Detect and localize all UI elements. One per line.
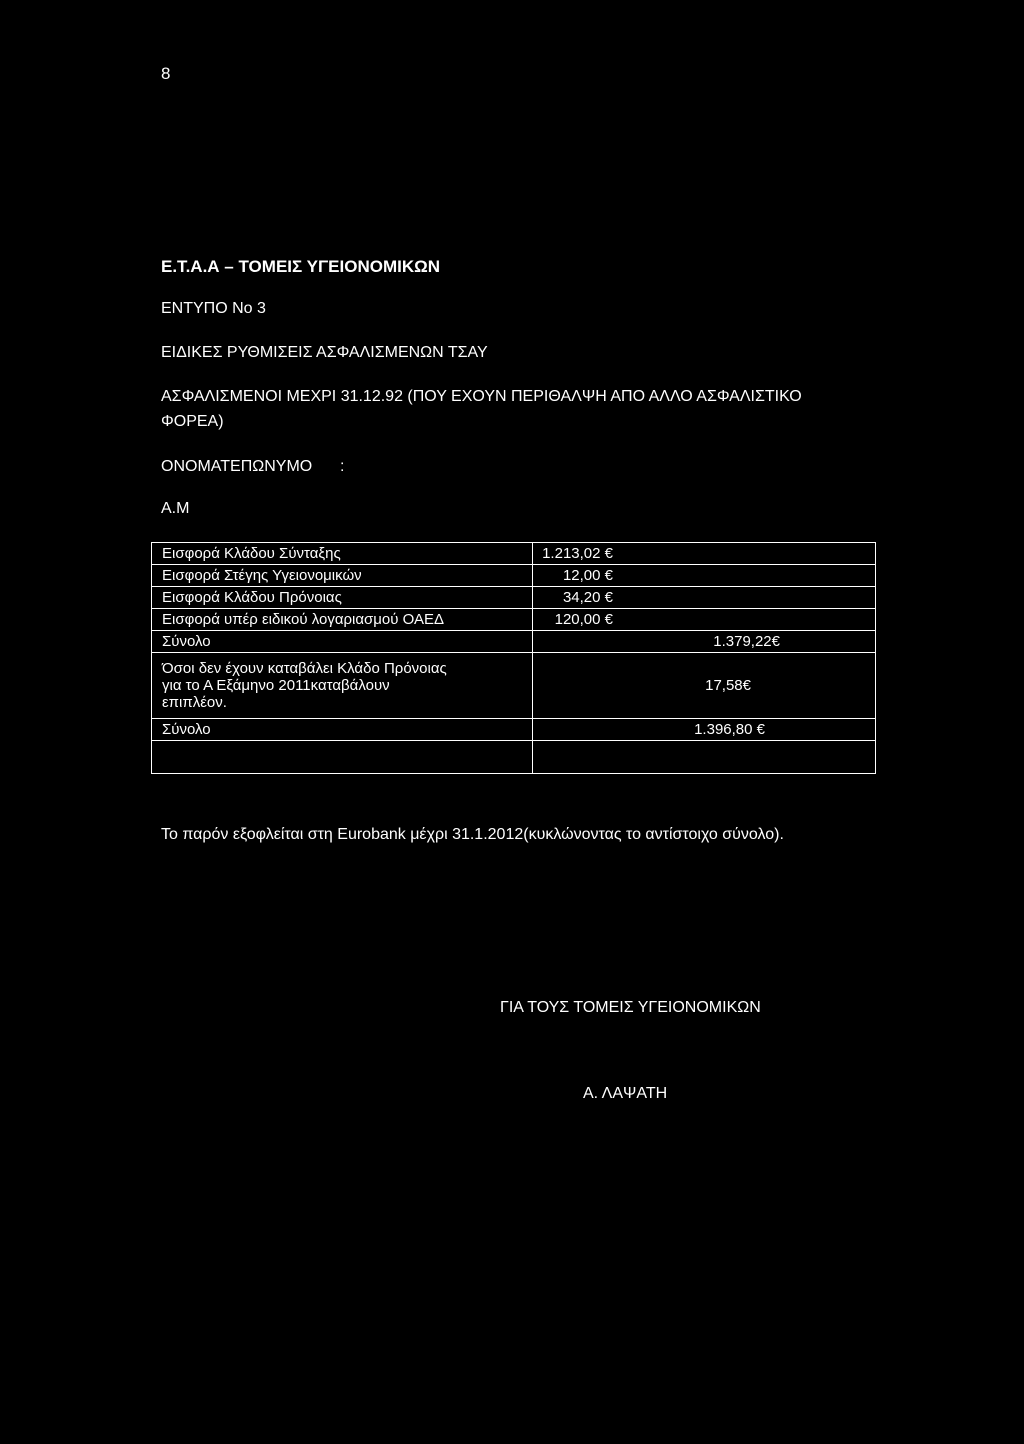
row-total: 1.396,80 €	[533, 719, 876, 741]
row-label-line: επιπλέον.	[162, 694, 227, 711]
row-amount: 34,20 €	[533, 587, 876, 609]
empty-cell	[533, 741, 876, 774]
table-row	[152, 587, 876, 609]
table-row	[152, 631, 876, 653]
row-label: Εισφορά Κλάδου Πρόνοιας	[152, 587, 533, 609]
document-title: Ε.Τ.Α.Α – ΤΟΜΕΙΣ ΥΓΕΙΟΝΟΜΙΚΩΝ	[161, 257, 441, 276]
signature-organization: ΓΙΑ ΤΟΥΣ ΤΟΜΕΙΣ ΥΓΕΙΟΝΟΜΙΚΩΝ	[500, 999, 761, 1016]
row-label: Σύνολο	[152, 719, 533, 741]
table-row	[152, 609, 876, 631]
special-arrangements-heading: ΕΙΔΙΚΕΣ ΡΥΘΜΙΣΕΙΣ ΑΣΦΑΛΙΣΜΕΝΩΝ ΤΣΑΥ	[161, 344, 488, 361]
form-number: ΕΝΤΥΠΟ Νο 3	[161, 300, 266, 317]
row-label: Σύνολο	[152, 631, 533, 653]
row-label-line: Όσοι δεν έχουν καταβάλει Κλάδο Πρόνοιας	[162, 660, 447, 677]
row-amount: 12,00 €	[533, 565, 876, 587]
row-label: Εισφορά Κλάδου Σύνταξης	[152, 543, 533, 565]
table-row-empty	[152, 741, 876, 774]
signature-name: Α. ΛΑΨΑΤΗ	[583, 1085, 668, 1102]
payment-note: Το παρόν εξοφλείται στη Eurobank μέχρι 31.1.2012(κυκλώνοντας το αντίστοιχο σύνολο).	[161, 826, 784, 843]
full-name-label: ΟΝΟΜΑΤΕΠΩΝΥΜΟ	[161, 458, 313, 475]
registry-number-label: Α.Μ	[161, 500, 190, 517]
table-row	[152, 719, 876, 741]
row-label-multiline	[152, 653, 533, 719]
row-amount: 120,00 €	[533, 609, 876, 631]
insured-description-line-1: ΑΣΦΑΛΙΣΜΕΝΟΙ ΜΕΧΡΙ 31.12.92 (ΠΟΥ ΕΧΟΥΝ ΠΕΡΙΘΑΛΨΗ ΑΠΟ ΑΛΛΟ ΑΣΦΑΛΙΣΤΙΚΟ	[161, 388, 802, 405]
row-total: 1.379,22€	[533, 631, 876, 653]
empty-cell	[152, 741, 533, 774]
insured-description-line-2: ΦΟΡΕΑ)	[161, 413, 224, 430]
contributions-table	[151, 542, 876, 774]
row-amount: 1.213,02 €	[533, 543, 876, 565]
row-total: 17,58€	[533, 653, 876, 719]
full-name-colon: :	[340, 458, 345, 475]
table-row	[152, 543, 876, 565]
row-label: Εισφορά Στέγης Υγειονομικών	[152, 565, 533, 587]
row-label: Εισφορά υπέρ ειδικού λογαριασμού ΟΑΕΔ	[152, 609, 533, 631]
row-label-line: για το Α Εξάμηνο 2011καταβάλουν	[162, 677, 390, 694]
page-number: 8	[161, 64, 171, 83]
table-row	[152, 653, 876, 719]
table-row	[152, 565, 876, 587]
